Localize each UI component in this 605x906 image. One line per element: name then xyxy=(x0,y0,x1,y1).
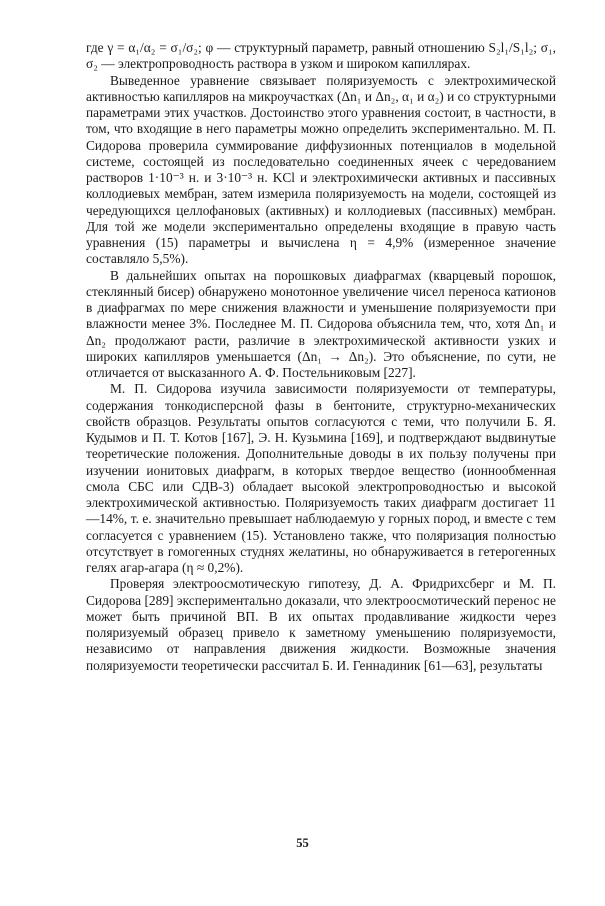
paragraph-electroosmotic-hypothesis: Проверяя электроосмотическую гипотезу, Д. А. Фридрихсберг и М. П. Сидорова [289] экспериментально доказали, что электроосмотический перенос не может быть причиной ВП. В их опытах продавливание жидкости через поляризуемый образец привело к заметному уменьшению поляризуемости, независимо от направления движения жидкости. Возможные значения поляризуемости теоретически рассчитал Б. И. Геннадиник [61—63], результаты xyxy=(86,576,556,673)
paragraph-temperature-dependence: М. П. Сидорова изучила зависимости поляризуемости от температуры, содержания тонкодисперсной фазы в бентоните, структурно-механических свойств образцов. Результаты опытов согласуются с теми, что получили Б. Я. Кудымов и П. Т. Котов [167], Э. Н. Кузьмина [169], и подтверждают выдвинутые теоретические положения. Дополнительные доводы в их пользу получены при изучении ионитовых диафрагм, в которых твердое вещество (ионнообменная смола СБС или СДВ-3) обладает высокой электропроводностью и высокой электрохимической активностью. Поляризуемость таких диафрагм достигает 11—14%, т. е. значительно превышает наблюдаемую у горных пород, и вместе с тем согласуется с уравнением (15). Установлено также, что поляризация полностью отсутствует в гомогенных студнях желатины, но обнаруживается в гетерогенных гелях агар-агара (η ≈ 0,2%). xyxy=(86,381,556,575)
body-text xyxy=(86,40,556,674)
page-number: 55 xyxy=(296,836,309,850)
paragraph-equation-discussion: Выведенное уравнение связывает поляризуемость с электрохимической активностью капилляров на микроучастках (Δn₁ и Δn₂, α₁ и α₂) и со структурными параметрами этих участков. Достоинство этого уравнения состоит, в частности, в том, что входящие в него параметры можно определить экспериментально. М. П. Сидорова проверила суммирование диффузионных потенциалов в модельной системе, состоящей из последовательно соединенных ячеек с чередованием растворов 1·10⁻³ н. и 3·10⁻³ н. KCl и электрохимически активных и пассивных коллодиевых мембран, затем измерила поляризуемость на модели, состоящей из чередующихся целлофановых (активных) и коллодиевых (пассивных) мембран. Для той же модели экспериментально определены входящие в правую часть уравнения (15) параметры и вычислена η = 4,9% (измеренное значение составляло 5,5%). xyxy=(86,72,556,267)
paragraph-powder-diaphragms: В дальнейших опытах на порошковых диафрагмах (кварцевый порошок, стеклянный бисер) обнаружено монотонное увеличение чисел переноса катионов в диафрагмах по мере снижения влажности и уменьшение поляризуемости при влажности менее 3%. Последнее М. П. Сидорова объяснила тем, что, хотя Δn₁ и Δn₂ продолжают расти, различие в электрохимической активности узких и широких капилляров уменьшается (Δn₁ → Δn₂). Это объяснение, по сути, не отличается от высказанного А. Ф. Постельниковым [227]. xyxy=(86,267,556,380)
paragraph-continuation: где γ = α₁/α₂ = σ₁/σ₂; φ — структурный параметр, равный отношению S₂l₁/S₁l₂; σ₁, σ₂ — электропроводность раствора в узком и широком капиллярах. xyxy=(86,40,556,72)
